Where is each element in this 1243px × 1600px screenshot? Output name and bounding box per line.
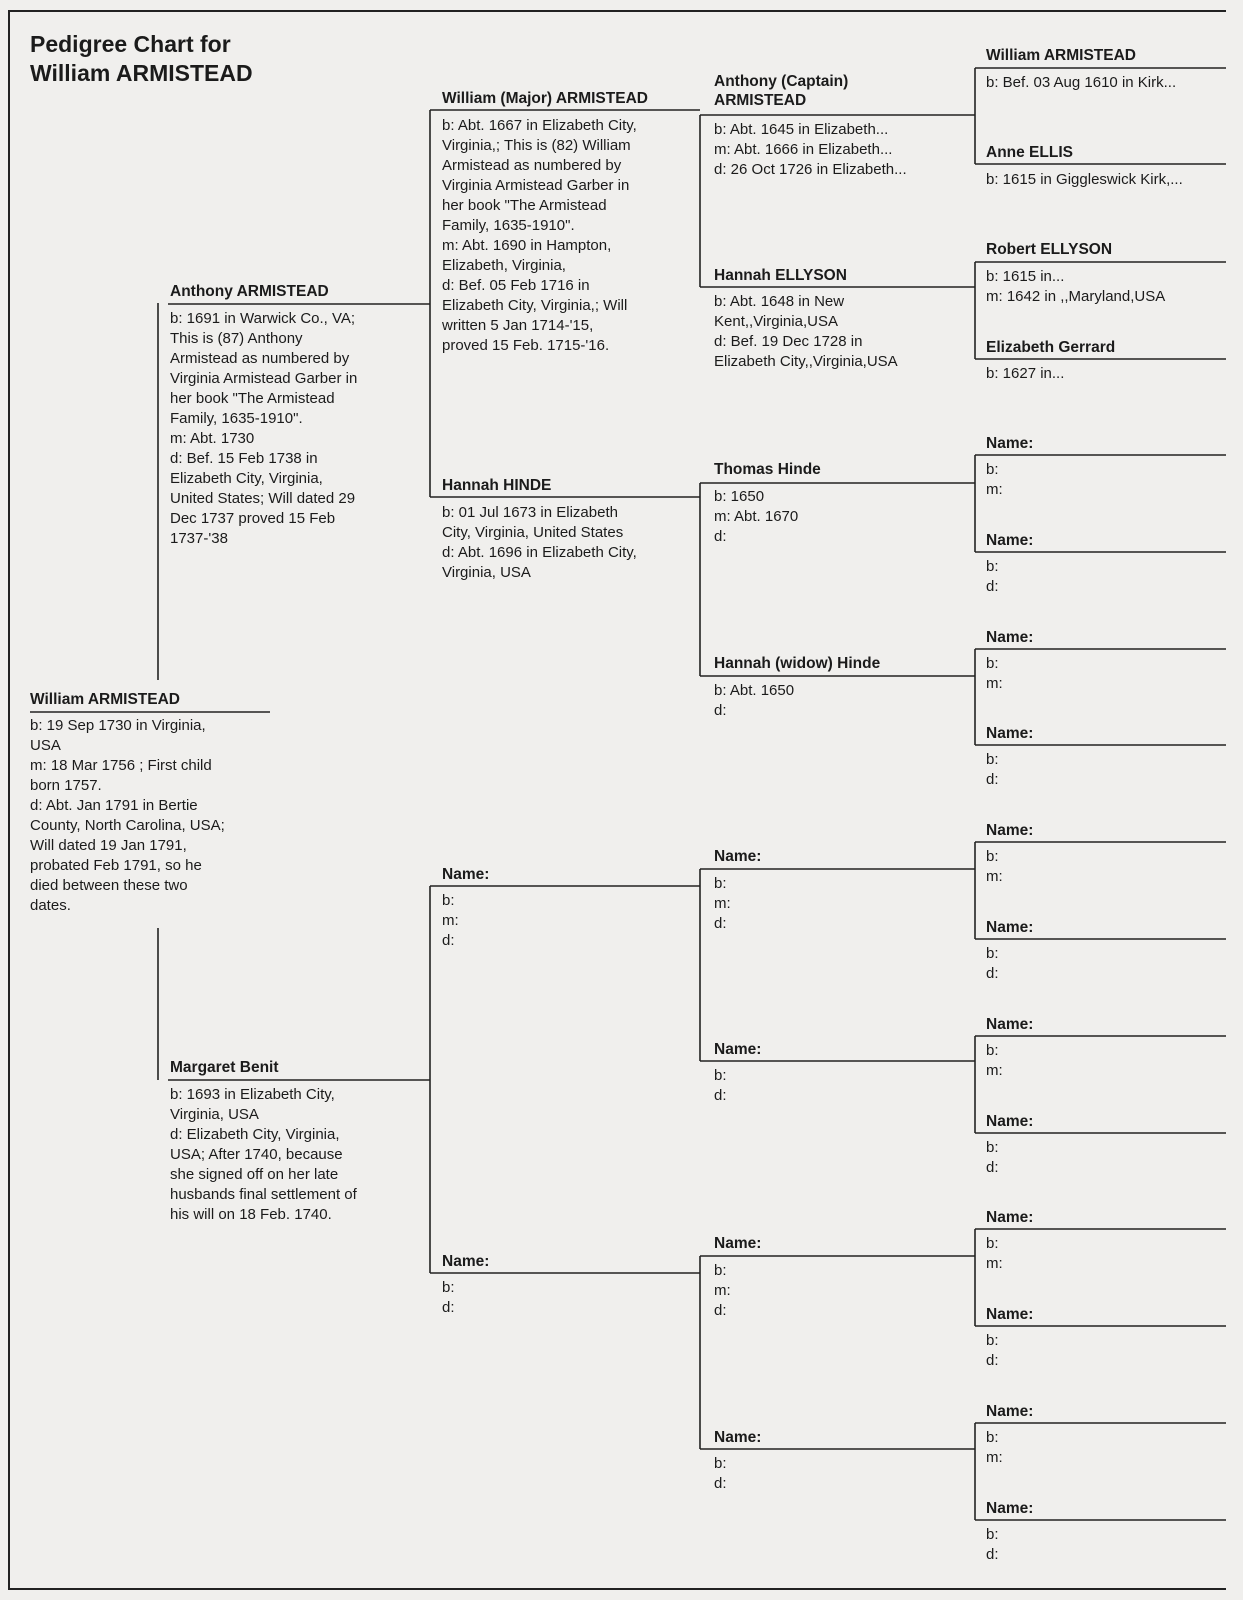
person-info-gen5-12 <box>986 1138 999 1178</box>
person-name-gen5-11: Name: <box>986 1016 1034 1033</box>
person-info-gen4-8 <box>714 1454 727 1494</box>
info-line: This is (87) Anthony <box>170 330 303 347</box>
person-info-gen5-15 <box>986 1428 1003 1468</box>
person-name-gen4-8 <box>714 1428 761 1447</box>
info-line: d: Bef. 19 Dec 1728 in <box>714 333 863 350</box>
person-info-gen4-7 <box>714 1261 731 1321</box>
info-line: USA; After 1740, because <box>170 1146 343 1163</box>
info-line: d: <box>986 578 999 595</box>
info-line: d: Bef. 15 Feb 1738 in <box>170 450 318 467</box>
info-line: m: Abt. 1690 in Hampton, <box>442 237 612 254</box>
info-line: d: <box>714 528 727 545</box>
info-line: b: 1650 <box>714 488 765 505</box>
info-line: b: <box>986 1332 999 1349</box>
info-line: Armistead as numbered by <box>442 157 622 174</box>
info-line: m: 18 Mar 1756 ; First child <box>30 757 212 774</box>
person-info-gen5-16 <box>986 1525 999 1565</box>
person-name-gen4-3 <box>714 460 821 479</box>
info-line: her book "The Armistead <box>442 197 607 214</box>
person-info-gen3-1 <box>442 116 637 356</box>
info-line: she signed off on her late <box>170 1166 339 1183</box>
info-line: d: <box>714 1475 727 1492</box>
person-info-gen3-3 <box>442 891 459 951</box>
name-line: Name: <box>714 1429 762 1446</box>
info-line: d: <box>714 915 727 932</box>
person-name-gen5-1: William ARMISTEAD <box>986 47 1136 64</box>
person-info-gen5-8 <box>986 750 999 790</box>
info-line: b: <box>986 1429 999 1446</box>
info-line: d: Abt. 1696 in Elizabeth City, <box>442 544 637 561</box>
info-line: Virginia, USA <box>442 564 531 581</box>
info-line: written 5 Jan 1714-'15, <box>442 317 594 334</box>
info-line: Family, 1635-1910". <box>170 410 303 427</box>
person-info-gen5-4 <box>986 364 1064 384</box>
person-info-gen5-10 <box>986 944 999 984</box>
info-line: m: <box>714 895 731 912</box>
info-line: b: Bef. 03 Aug 1610 in Kirk... <box>986 74 1177 91</box>
info-line: Kent,,Virginia,USA <box>714 313 838 330</box>
info-line: m: <box>986 1062 1003 1079</box>
name-line: Name: <box>714 848 762 865</box>
person-name-gen4-6 <box>714 1040 761 1059</box>
person-info-gen4-2 <box>714 292 898 372</box>
name-line: Anthony (Captain) <box>714 73 849 90</box>
info-line: Elizabeth City, Virginia,; Will <box>442 297 628 314</box>
name-line: Name: <box>714 1235 762 1252</box>
info-line: b: <box>986 751 999 768</box>
info-line: dates. <box>30 897 71 914</box>
info-line: husbands final settlement of <box>170 1186 357 1203</box>
info-line: 1737-'38 <box>170 530 228 547</box>
info-line: d: <box>986 1546 999 1563</box>
info-line: b: Abt. 1650 <box>714 682 795 699</box>
person-name-gen5-2: Anne ELLIS <box>986 144 1073 161</box>
person-name-gen2-father: Anthony ARMISTEAD <box>170 283 329 300</box>
info-line: Virginia, USA <box>170 1106 259 1123</box>
info-line: b: <box>986 655 999 672</box>
info-line: m: <box>986 1255 1003 1272</box>
info-line: b: 1693 in Elizabeth City, <box>170 1086 335 1103</box>
info-line: Virginia,; This is (82) William <box>442 137 631 154</box>
info-line: d: <box>986 1352 999 1369</box>
info-line: b: 1615 in... <box>986 268 1065 285</box>
info-line: m: <box>986 1449 1003 1466</box>
person-name-gen1: William ARMISTEAD <box>30 691 180 708</box>
chart-title <box>30 30 253 88</box>
person-name-gen5-13: Name: <box>986 1209 1034 1226</box>
person-name-gen3-2: Hannah HINDE <box>442 477 552 494</box>
info-line: proved 15 Feb. 1715-'16. <box>442 337 610 354</box>
info-line: b: Abt. 1648 in New <box>714 293 845 310</box>
info-line: b: <box>986 461 999 478</box>
info-line: m: Abt. 1670 <box>714 508 799 525</box>
info-line: m: <box>714 1282 731 1299</box>
person-name-gen5-4: Elizabeth Gerrard <box>986 339 1116 356</box>
person-info-gen4-5 <box>714 874 731 934</box>
person-name-gen5-6: Name: <box>986 532 1034 549</box>
info-line: County, North Carolina, USA; <box>30 817 225 834</box>
info-line: Virginia Armistead Garber in <box>442 177 630 194</box>
person-name-gen5-15: Name: <box>986 1403 1034 1420</box>
info-line: Elizabeth, Virginia, <box>442 257 566 274</box>
person-info-gen4-4 <box>714 681 794 721</box>
info-line: m: Abt. 1730 <box>170 430 255 447</box>
person-info-gen5-14 <box>986 1331 999 1371</box>
chart-title-line-2: William ARMISTEAD <box>30 60 253 86</box>
person-name-gen5-16: Name: <box>986 1500 1034 1517</box>
info-line: b: <box>986 1139 999 1156</box>
info-line: b: <box>986 1526 999 1543</box>
info-line: b: <box>986 1235 999 1252</box>
person-info-gen5-13 <box>986 1234 1003 1274</box>
person-info-gen1 <box>30 716 225 916</box>
person-name-gen2-mother: Margaret Benit <box>170 1059 279 1076</box>
info-line: d: <box>714 1302 727 1319</box>
info-line: d: <box>442 1299 455 1316</box>
info-line: b: 1691 in Warwick Co., VA; <box>170 310 356 327</box>
info-line: Virginia Armistead Garber in <box>170 370 358 387</box>
info-line: b: <box>986 848 999 865</box>
info-line: b: 1615 in Giggleswick Kirk,... <box>986 171 1183 188</box>
info-line: b: <box>986 1042 999 1059</box>
person-name-gen3-1: William (Major) ARMISTEAD <box>442 90 648 107</box>
person-name-gen5-7: Name: <box>986 629 1034 646</box>
info-line: d: Bef. 05 Feb 1716 in <box>442 277 590 294</box>
info-line: probated Feb 1791, so he <box>30 857 202 874</box>
info-line: m: <box>986 481 1003 498</box>
person-name-gen4-4 <box>714 654 880 673</box>
info-line: d: 26 Oct 1726 in Elizabeth... <box>714 161 907 178</box>
person-info-gen5-1 <box>986 73 1176 93</box>
info-line: d: <box>714 1087 727 1104</box>
info-line: m: <box>986 675 1003 692</box>
info-line: b: <box>986 558 999 575</box>
info-line: b: <box>714 1067 727 1084</box>
person-info-gen2-mother <box>170 1085 357 1225</box>
person-name-gen4-5 <box>714 847 761 866</box>
info-line: b: Abt. 1645 in Elizabeth... <box>714 121 889 138</box>
info-line: Armistead as numbered by <box>170 350 350 367</box>
name-line: Hannah ELLYSON <box>714 267 847 284</box>
info-line: b: <box>714 1262 727 1279</box>
info-line: d: <box>714 702 727 719</box>
chart-title-line-1: Pedigree Chart for <box>30 31 231 57</box>
person-info-gen5-9 <box>986 847 1003 887</box>
info-line: b: <box>442 1279 455 1296</box>
info-line: Dec 1737 proved 15 Feb <box>170 510 336 527</box>
info-line: m: 1642 in ,,Maryland,USA <box>986 288 1166 305</box>
person-name-gen5-8: Name: <box>986 725 1034 742</box>
person-info-gen4-1 <box>714 120 907 180</box>
person-name-gen4-7 <box>714 1234 761 1253</box>
person-name-gen5-12: Name: <box>986 1113 1034 1130</box>
info-line: her book "The Armistead <box>170 390 335 407</box>
info-line: b: <box>986 945 999 962</box>
person-name-gen5-14: Name: <box>986 1306 1034 1323</box>
info-line: b: 19 Sep 1730 in Virginia, <box>30 717 206 734</box>
person-info-gen5-5 <box>986 460 1003 500</box>
info-line: Elizabeth City, Virginia, <box>170 470 323 487</box>
person-info-gen3-2 <box>442 503 637 583</box>
person-info-gen2-father <box>170 309 357 549</box>
person-info-gen5-11 <box>986 1041 1003 1081</box>
info-line: d: Abt. Jan 1791 in Bertie <box>30 797 198 814</box>
info-line: died between these two <box>30 877 188 894</box>
info-line: d: <box>986 1159 999 1176</box>
name-line: Thomas Hinde <box>714 461 821 478</box>
info-line: Will dated 19 Jan 1791, <box>30 837 187 854</box>
info-line: b: 1627 in... <box>986 365 1065 382</box>
name-line: ARMISTEAD <box>714 92 807 109</box>
person-info-gen5-2 <box>986 170 1183 190</box>
person-name-gen3-3: Name: <box>442 866 490 883</box>
info-line: City, Virginia, United States <box>442 524 624 541</box>
name-line: Name: <box>714 1041 762 1058</box>
person-info-gen5-7 <box>986 654 1003 694</box>
info-line: b: <box>714 1455 727 1472</box>
info-line: United States; Will dated 29 <box>170 490 356 507</box>
person-name-gen5-3: Robert ELLYSON <box>986 241 1113 258</box>
person-name-gen5-10: Name: <box>986 919 1034 936</box>
info-line: Elizabeth City,,Virginia,USA <box>714 353 898 370</box>
info-line: USA <box>30 737 61 754</box>
person-info-gen4-6 <box>714 1066 727 1106</box>
info-line: born 1757. <box>30 777 102 794</box>
info-line: his will on 18 Feb. 1740. <box>170 1206 332 1223</box>
info-line: b: 01 Jul 1673 in Elizabeth <box>442 504 618 521</box>
info-line: d: <box>986 771 999 788</box>
info-line: d: <box>986 965 999 982</box>
info-line: m: <box>442 912 459 929</box>
person-name-gen5-9: Name: <box>986 822 1034 839</box>
info-line: d: <box>442 932 455 949</box>
person-name-gen5-5: Name: <box>986 435 1034 452</box>
person-info-gen5-6 <box>986 557 999 597</box>
info-line: Family, 1635-1910". <box>442 217 575 234</box>
info-line: m: Abt. 1666 in Elizabeth... <box>714 141 893 158</box>
info-line: m: <box>986 868 1003 885</box>
person-info-gen4-3 <box>714 487 798 547</box>
info-line: d: Elizabeth City, Virginia, <box>170 1126 340 1143</box>
person-info-gen3-4 <box>442 1278 455 1318</box>
person-name-gen4-2 <box>714 266 847 285</box>
info-line: b: Abt. 1667 in Elizabeth City, <box>442 117 637 134</box>
info-line: b: <box>714 875 727 892</box>
person-name-gen4-1 <box>714 72 848 110</box>
name-line: Hannah (widow) Hinde <box>714 655 881 672</box>
info-line: b: <box>442 892 455 909</box>
person-info-gen5-3 <box>986 267 1165 307</box>
person-name-gen3-4: Name: <box>442 1253 490 1270</box>
